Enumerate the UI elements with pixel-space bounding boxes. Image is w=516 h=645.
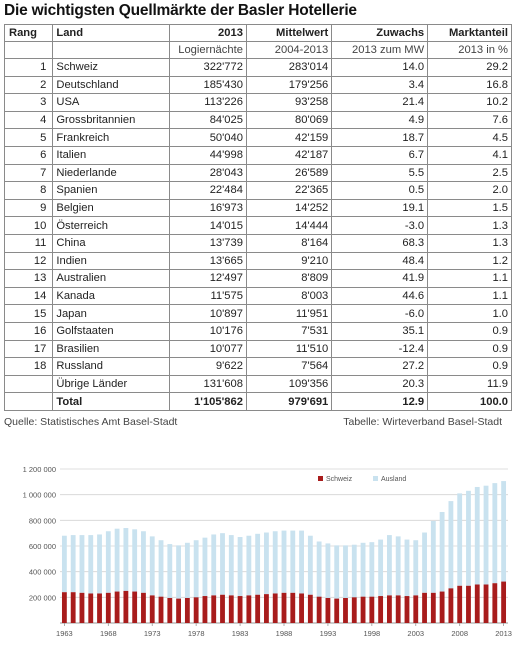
cell-2013: 9'622 [170, 358, 247, 376]
bar-schweiz [413, 595, 418, 623]
cell-zuwachs: -3.0 [332, 217, 428, 235]
bar-schweiz [422, 593, 427, 623]
bar-schweiz [387, 595, 392, 623]
x-tick-label: 1988 [275, 629, 293, 638]
cell-land: Grossbritannien [53, 111, 170, 129]
bar-ausland [466, 491, 471, 586]
cell-rank: 16 [5, 322, 53, 340]
bar-ausland [378, 540, 383, 596]
header-land: Land [53, 25, 170, 42]
table-row [5, 322, 512, 340]
table-row [5, 129, 512, 147]
cell-land: Übrige Länder [53, 375, 170, 393]
cell-rank [5, 375, 53, 393]
subheader-2013: Logiernächte [170, 42, 247, 59]
bar-schweiz [150, 595, 155, 623]
cell-mittelwert: 22'365 [246, 182, 331, 200]
cell-2013: 50'040 [170, 129, 247, 147]
cell-zuwachs: 14.0 [332, 59, 428, 77]
cell-2013: 13'739 [170, 234, 247, 252]
bar-schweiz [431, 593, 436, 623]
bar-ausland [229, 535, 234, 595]
bar-ausland [422, 533, 427, 593]
cell-zuwachs: -12.4 [332, 340, 428, 358]
bar-ausland [141, 531, 146, 593]
bar-ausland [80, 535, 85, 593]
bar-schweiz [290, 593, 295, 623]
cell-total-label: Total [53, 393, 170, 411]
cell-2013: 14'015 [170, 217, 247, 235]
bar-schweiz [80, 593, 85, 623]
legend-swatch-ausland [373, 476, 378, 481]
bar-ausland [106, 531, 111, 593]
table-row [5, 111, 512, 129]
cell-mittelwert: 11'510 [246, 340, 331, 358]
cell-2013: 113'226 [170, 94, 247, 112]
source-markets-table [4, 24, 512, 411]
x-tick-label: 1968 [99, 629, 117, 638]
cell-marktanteil: 16.8 [428, 76, 512, 94]
bar-schweiz [334, 599, 339, 623]
header-zuwachs: Zuwachs [332, 25, 428, 42]
x-tick-label: 1998 [363, 629, 381, 638]
cell-marktanteil: 7.6 [428, 111, 512, 129]
subheader-rang [5, 42, 53, 59]
bar-ausland [167, 544, 172, 598]
bar-schweiz [97, 593, 102, 623]
cell-mittelwert: 14'252 [246, 199, 331, 217]
bar-schweiz [369, 597, 374, 623]
bar-ausland [457, 493, 462, 585]
bar-ausland [123, 528, 128, 591]
cell-rank: 17 [5, 340, 53, 358]
table-row [5, 199, 512, 217]
legend-label-ausland: Ausland [381, 476, 407, 483]
bar-schweiz [71, 592, 76, 623]
bar-schweiz [361, 597, 366, 623]
subheader-zuwachs: 2013 zum MW [332, 42, 428, 59]
cell-rank: 4 [5, 111, 53, 129]
cell-marktanteil: 1.5 [428, 199, 512, 217]
cell-zuwachs: 4.9 [332, 111, 428, 129]
bar-schweiz [492, 583, 497, 623]
bar-schweiz [211, 595, 216, 623]
bar-schweiz [440, 592, 445, 623]
cell-rank: 8 [5, 182, 53, 200]
bar-ausland [413, 540, 418, 595]
bar-ausland [211, 534, 216, 595]
bar-schweiz [88, 593, 93, 623]
bar-schweiz [343, 598, 348, 623]
subheader-mittelwert: 2004-2013 [246, 42, 331, 59]
table-row [5, 94, 512, 112]
table-subheader-row [5, 42, 512, 59]
y-tick-label: 1 200 000 [22, 465, 56, 474]
bar-ausland [132, 529, 137, 591]
cell-mittelwert: 8'164 [246, 234, 331, 252]
bar-schweiz [238, 596, 243, 623]
bar-schweiz [448, 588, 453, 623]
table-row [5, 76, 512, 94]
cell-mittelwert: 9'210 [246, 252, 331, 270]
cell-land: Indien [53, 252, 170, 270]
bar-ausland [431, 521, 436, 593]
cell-2013: 10'176 [170, 322, 247, 340]
table-row [5, 375, 512, 393]
cell-marktanteil: 10.2 [428, 94, 512, 112]
bar-ausland [71, 535, 76, 592]
bar-schweiz [167, 598, 172, 623]
cell-total-2013: 1'105'862 [170, 393, 247, 411]
header-mittelwert: Mittelwert [246, 25, 331, 42]
table-row [5, 146, 512, 164]
cell-total-zuwachs: 12.9 [332, 393, 428, 411]
y-tick-label: 1 000 000 [22, 490, 56, 500]
cell-land: Österreich [53, 217, 170, 235]
cell-marktanteil: 0.9 [428, 340, 512, 358]
cell-total-marktanteil: 100.0 [428, 393, 512, 411]
cell-land: Schweiz [53, 59, 170, 77]
cell-land: Golfstaaten [53, 322, 170, 340]
x-tick-label: 1978 [187, 629, 205, 638]
bar-schweiz [106, 593, 111, 623]
bar-ausland [405, 540, 410, 596]
cell-marktanteil: 4.5 [428, 129, 512, 147]
cell-land: Brasilien [53, 340, 170, 358]
bar-schweiz [194, 597, 199, 623]
bar-schweiz [141, 593, 146, 623]
bar-schweiz [229, 595, 234, 623]
source-note: Quelle: Statistisches Amt Basel-Stadt [4, 416, 178, 428]
cell-zuwachs: 27.2 [332, 358, 428, 376]
x-tick-label: 1963 [56, 629, 73, 638]
cell-2013: 13'665 [170, 252, 247, 270]
cell-land: Frankreich [53, 129, 170, 147]
bar-ausland [369, 542, 374, 597]
cell-land: Italien [53, 146, 170, 164]
bar-ausland [361, 543, 366, 597]
cell-zuwachs: 5.5 [332, 164, 428, 182]
bar-ausland [88, 535, 93, 593]
bar-schweiz [220, 595, 225, 623]
cell-marktanteil: 0.9 [428, 322, 512, 340]
table-row [5, 164, 512, 182]
y-tick-label: 200 000 [28, 593, 56, 603]
table-row [5, 270, 512, 288]
bar-schweiz [405, 596, 410, 623]
cell-marktanteil: 1.3 [428, 217, 512, 235]
y-tick-label: 600 000 [28, 542, 56, 551]
bar-ausland [492, 483, 497, 583]
cell-2013: 16'973 [170, 199, 247, 217]
cell-zuwachs: 20.3 [332, 375, 428, 393]
bar-ausland [150, 536, 155, 595]
cell-rank: 7 [5, 164, 53, 182]
bar-ausland [352, 545, 357, 598]
table-row [5, 182, 512, 200]
x-tick-label: 1973 [143, 629, 161, 638]
bar-ausland [387, 535, 392, 595]
cell-zuwachs: -6.0 [332, 305, 428, 323]
bar-schweiz [317, 597, 322, 623]
bar-ausland [343, 545, 348, 598]
bar-schweiz [326, 598, 331, 623]
bar-ausland [176, 545, 181, 598]
subheader-marktanteil: 2013 in % [428, 42, 512, 59]
bar-ausland [97, 534, 102, 593]
x-tick-label: 2003 [407, 629, 425, 638]
bar-schweiz [484, 585, 489, 624]
x-tick-label: 1993 [319, 629, 337, 638]
cell-rank: 12 [5, 252, 53, 270]
cell-rank: 1 [5, 59, 53, 77]
cell-land: Kanada [53, 287, 170, 305]
cell-zuwachs: 35.1 [332, 322, 428, 340]
cell-rank: 15 [5, 305, 53, 323]
bar-schweiz [203, 596, 208, 623]
bar-ausland [238, 537, 243, 596]
bar-ausland [299, 531, 304, 594]
bar-ausland [501, 481, 506, 581]
cell-mittelwert: 7'564 [246, 358, 331, 376]
header-2013: 2013 [170, 25, 247, 42]
cell-zuwachs: 44.6 [332, 287, 428, 305]
cell-2013: 28'043 [170, 164, 247, 182]
cell-rank: 18 [5, 358, 53, 376]
table-row [5, 358, 512, 376]
bar-ausland [194, 540, 199, 597]
cell-2013: 44'998 [170, 146, 247, 164]
x-tick-label: 1983 [231, 629, 249, 638]
cell-mittelwert: 179'256 [246, 76, 331, 94]
cell-marktanteil: 1.2 [428, 252, 512, 270]
bar-ausland [308, 536, 313, 595]
cell-land: Spanien [53, 182, 170, 200]
header-rang: Rang [5, 25, 53, 42]
cell-2013: 22'484 [170, 182, 247, 200]
bar-ausland [62, 536, 67, 592]
cell-zuwachs: 6.7 [332, 146, 428, 164]
bar-schweiz [396, 595, 401, 623]
cell-2013: 12'497 [170, 270, 247, 288]
bar-ausland [475, 487, 480, 585]
cell-marktanteil: 2.0 [428, 182, 512, 200]
cell-2013: 84'025 [170, 111, 247, 129]
cell-mittelwert: 283'014 [246, 59, 331, 77]
bar-schweiz [62, 592, 67, 623]
table-row [5, 217, 512, 235]
page-title: Die wichtigsten Quellmärkte der Basler Hotellerie [4, 2, 357, 19]
bar-schweiz [475, 585, 480, 624]
bar-ausland [440, 512, 445, 592]
cell-land: Deutschland [53, 76, 170, 94]
cell-marktanteil: 4.1 [428, 146, 512, 164]
bar-schweiz [185, 598, 190, 623]
cell-2013: 11'575 [170, 287, 247, 305]
bar-schweiz [273, 593, 278, 623]
cell-marktanteil: 1.1 [428, 287, 512, 305]
bar-schweiz [501, 582, 506, 623]
cell-land: USA [53, 94, 170, 112]
table-total-row [5, 393, 512, 411]
cell-marktanteil: 1.1 [428, 270, 512, 288]
cell-mittelwert: 8'809 [246, 270, 331, 288]
bar-schweiz [176, 599, 181, 623]
header-marktanteil: Marktanteil [428, 25, 512, 42]
cell-total-mittelwert: 979'691 [246, 393, 331, 411]
bar-schweiz [282, 593, 287, 623]
bar-ausland [326, 543, 331, 598]
x-tick-label: 2013 [495, 629, 512, 638]
bar-ausland [220, 533, 225, 595]
cell-mittelwert: 80'069 [246, 111, 331, 129]
cell-2013: 10'077 [170, 340, 247, 358]
bar-ausland [203, 538, 208, 596]
bar-ausland [246, 536, 251, 596]
bar-schweiz [378, 596, 383, 623]
bar-ausland [448, 501, 453, 588]
cell-mittelwert: 7'531 [246, 322, 331, 340]
cell-rank: 5 [5, 129, 53, 147]
cell-marktanteil: 1.3 [428, 234, 512, 252]
bar-ausland [396, 536, 401, 595]
cell-land: Belgien [53, 199, 170, 217]
table-row [5, 234, 512, 252]
bar-schweiz [308, 595, 313, 623]
bar-ausland [273, 531, 278, 593]
cell-rank: 9 [5, 199, 53, 217]
cell-zuwachs: 3.4 [332, 76, 428, 94]
bar-schweiz [352, 597, 357, 623]
cell-2013: 131'608 [170, 375, 247, 393]
cell-land: Niederlande [53, 164, 170, 182]
bar-ausland [255, 534, 260, 595]
cell-zuwachs: 41.9 [332, 270, 428, 288]
bar-ausland [334, 545, 339, 598]
cell-marktanteil: 11.9 [428, 375, 512, 393]
cell-marktanteil: 29.2 [428, 59, 512, 77]
cell-rank: 3 [5, 94, 53, 112]
cell-mittelwert: 93'258 [246, 94, 331, 112]
x-tick-label: 2008 [451, 629, 469, 638]
y-tick-label: 800 000 [28, 516, 56, 526]
table-row [5, 252, 512, 270]
cell-rank: 13 [5, 270, 53, 288]
cell-land: Japan [53, 305, 170, 323]
bar-schweiz [255, 595, 260, 623]
cell-mittelwert: 14'444 [246, 217, 331, 235]
cell-2013: 10'897 [170, 305, 247, 323]
bar-ausland [264, 533, 269, 595]
cell-zuwachs: 0.5 [332, 182, 428, 200]
credit-note: Tabelle: Wirteverband Basel-Stadt [343, 416, 502, 428]
table-row [5, 59, 512, 77]
cell-marktanteil: 1.0 [428, 305, 512, 323]
cell-zuwachs: 48.4 [332, 252, 428, 270]
overnight-stays-chart [0, 455, 516, 645]
cell-mittelwert: 42'159 [246, 129, 331, 147]
table-row [5, 287, 512, 305]
cell-mittelwert: 26'589 [246, 164, 331, 182]
cell-2013: 322'772 [170, 59, 247, 77]
bar-ausland [115, 529, 120, 592]
y-tick-label: 400 000 [28, 567, 56, 577]
cell-zuwachs: 18.7 [332, 129, 428, 147]
bar-ausland [159, 540, 164, 596]
cell-rank: 14 [5, 287, 53, 305]
bar-schweiz [159, 597, 164, 623]
legend-swatch-schweiz [318, 476, 323, 481]
table-row [5, 305, 512, 323]
cell-2013: 185'430 [170, 76, 247, 94]
legend-label-schweiz: Schweiz [326, 476, 353, 483]
cell-rank: 2 [5, 76, 53, 94]
cell-mittelwert: 42'187 [246, 146, 331, 164]
subheader-land [53, 42, 170, 59]
bar-schweiz [264, 594, 269, 623]
bar-ausland [185, 543, 190, 598]
cell-marktanteil: 0.9 [428, 358, 512, 376]
cell-mittelwert: 8'003 [246, 287, 331, 305]
bar-schweiz [466, 586, 471, 623]
bar-schweiz [115, 592, 120, 623]
bar-ausland [317, 542, 322, 597]
bar-schweiz [246, 595, 251, 623]
cell-marktanteil: 2.5 [428, 164, 512, 182]
table-row [5, 340, 512, 358]
cell-land: Russland [53, 358, 170, 376]
bar-ausland [290, 531, 295, 593]
cell-rank: 10 [5, 217, 53, 235]
cell-mittelwert: 109'356 [246, 375, 331, 393]
cell-land: China [53, 234, 170, 252]
cell-zuwachs: 21.4 [332, 94, 428, 112]
cell-total-empty [5, 393, 53, 411]
bar-ausland [282, 531, 287, 593]
cell-land: Australien [53, 270, 170, 288]
table-header-row [5, 25, 512, 42]
bar-schweiz [132, 592, 137, 623]
cell-zuwachs: 19.1 [332, 199, 428, 217]
cell-zuwachs: 68.3 [332, 234, 428, 252]
bar-schweiz [299, 593, 304, 623]
bar-schweiz [457, 586, 462, 623]
cell-rank: 6 [5, 146, 53, 164]
bar-schweiz [123, 591, 128, 623]
cell-rank: 11 [5, 234, 53, 252]
cell-mittelwert: 11'951 [246, 305, 331, 323]
bar-ausland [484, 486, 489, 585]
